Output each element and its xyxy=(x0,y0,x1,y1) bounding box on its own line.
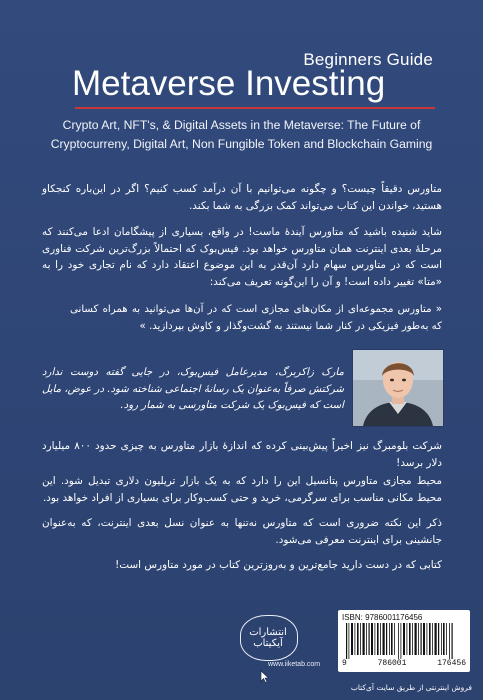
barcode-digits xyxy=(342,659,466,668)
meta-definition-quote: « متاورس مجموعه‌ای از مکان‌های مجازی است که در آن‌ها می‌توانید به همراه کسانی که به‌طور فیزیکی در کنار شما نیستند به گشت‌وگذار و کاوش بپردازید. » xyxy=(70,304,442,332)
barcode-digit-group: 9 xyxy=(342,659,347,668)
book-tagline: Crypto Art, NFT's, & Digital Assets in the Metaverse: The Future of Cryptocurreny, Digital Art, Non Fungible Token and Blockchain Gaming xyxy=(50,118,433,151)
barcode-icon xyxy=(344,623,464,659)
publisher-name: انتشارات آیکیتاب xyxy=(249,627,287,649)
series-subtitle: Beginners Guide xyxy=(303,50,433,69)
barcode-digit-group: 176456 xyxy=(437,659,466,668)
definition-paragraph: شاید شنیده باشید که متاورس آیندهٔ ماست! در واقع، بسیاری از پیشگامان ادعا می‌کنند که مرحلهٔ بعدی اینترنت همان متاورس خواهد بود. فیس‌بوک که احتمالاً بزرگ‌ترین شرکت فناوری است که در متاورس سهام دارد آن‌قدر به این موضوع اعتقاد دارد که نام تجاری خود را به «متا» تغییر داده است! و آن را این‌گونه تعریف می‌کند: xyxy=(42,226,442,288)
title-underline-divider xyxy=(75,107,435,109)
bloomberg-paragraph: شرکت بلومبرگ نیز اخیراً پیش‌بینی کرده که اندازهٔ بازار متاورس به چیزی حدود ۸۰۰ میلیارد دلار برسد! xyxy=(42,440,442,469)
intro-paragraph: متاورس دقیقاً چیست؟ و چگونه می‌توانیم با آن درآمد کسب کنیم؟ اگر در این‌باره کنجکاو هستید، خواندن این کتاب می‌تواند کمک بزرگی به شما بکند. xyxy=(42,183,442,212)
closing-paragraph: کتابی که در دست دارید جامع‌ترین و به‌روزترین کتاب در مورد متاورس است! xyxy=(115,559,442,571)
isbn-label: ISBN: 9786001176456 xyxy=(342,613,423,622)
book-title: Metaverse Investing xyxy=(72,64,386,103)
next-internet-paragraph: ذکر این نکته ضروری است که متاورس نه‌تنها به عنوان نسل بعدی اینترنت، که به‌عنوان جانشینی برای اینترنت معرفی می‌شود. xyxy=(42,517,442,546)
mouse-cursor-icon xyxy=(260,668,270,687)
market-paragraph: محیط مجازی متاورس پتانسیل این را دارد که به یک بازار تریلیون دلاری تبدیل شود. این محیط مکانی مناسب برای سرگرمی، خرید و حتی کسب‌وکار برای بسیاری از افراد خواهد بود. xyxy=(42,475,442,504)
publisher-website: www.iiketab.com xyxy=(268,661,321,668)
online-sales-note: فروش اینترنتی از طریق سایت آی‌کتاب xyxy=(350,683,472,692)
isbn-barcode xyxy=(338,610,470,672)
author-portrait-photo xyxy=(352,349,444,427)
zuckerberg-quote: مارک زاکربرگ، مدیرعامل فیس‌بوک، در جایی گفته دوست ندارد شرکتش صرفاً به‌عنوان یک رسانهٔ اجتماعی شناخته شود. در عوض، مایل است که فیس‌بوک یک شرکت متاورسی به شمار رود. xyxy=(42,367,344,411)
portrait-illustration xyxy=(353,350,443,426)
barcode-digit-group: 786001 xyxy=(377,659,407,668)
